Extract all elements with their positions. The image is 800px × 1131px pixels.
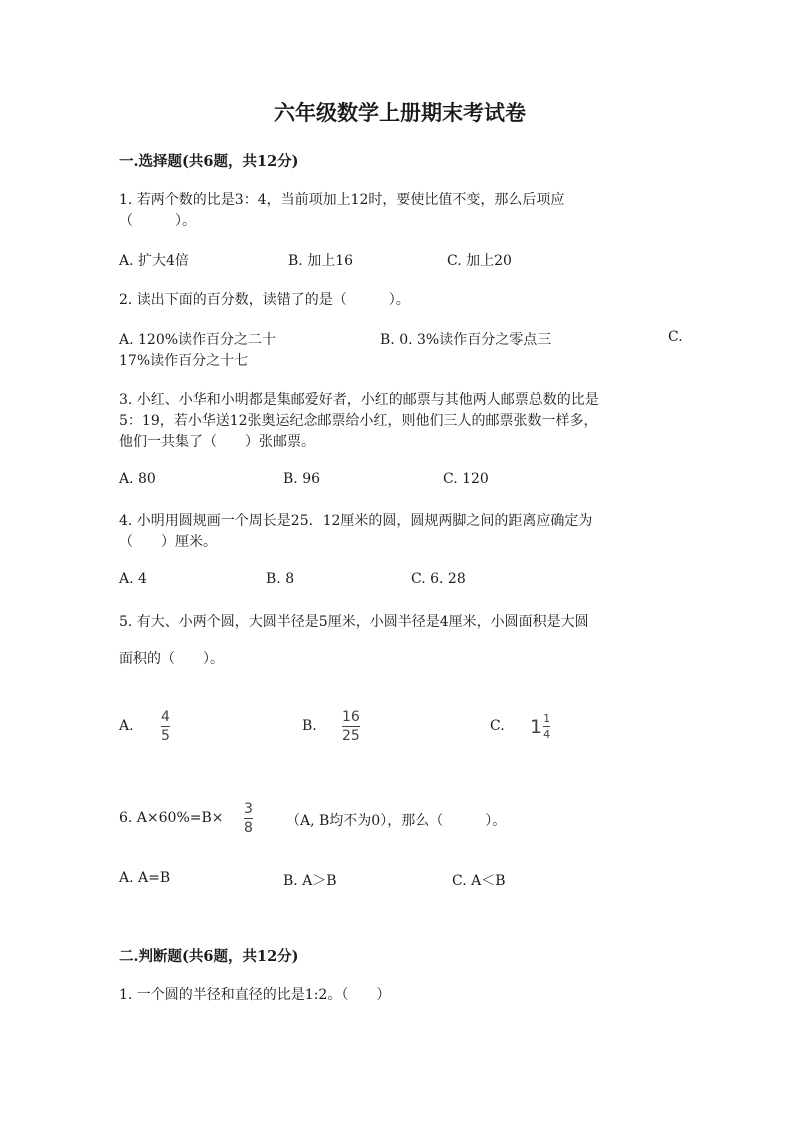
question-3-text-cont2: 他们一共集了（ ）张邮票。	[119, 434, 315, 450]
fraction-numerator: 3	[244, 801, 253, 817]
question-6-option-b[interactable]: B. A＞B	[283, 873, 337, 889]
question-5-text-cont: 面积的（ ）。	[119, 651, 224, 667]
mixed-fraction	[543, 713, 550, 740]
question-6-option-c[interactable]: C. A＜B	[452, 873, 506, 889]
fraction-bar	[543, 726, 550, 727]
question-5-option-a-fraction[interactable]	[161, 710, 170, 743]
question-4-option-a[interactable]: A. 4	[119, 571, 147, 587]
question-6-text-suffix: （A, B均不为0），那么（ ）。	[286, 813, 507, 829]
question-4-text-cont: （ ）厘米。	[119, 534, 217, 550]
fraction-denominator: 8	[244, 820, 253, 836]
section-heading-choice: 一.选择题(共6题，共12分)	[119, 153, 299, 170]
fraction-bar	[161, 726, 170, 727]
fraction-denominator: 25	[342, 728, 360, 744]
question-6-text-prefix: 6. A×60%=B×	[119, 810, 224, 826]
question-1-text-cont: （ ）。	[119, 213, 196, 229]
fraction-denominator: 4	[543, 728, 551, 741]
question-1-option-a[interactable]: A. 扩大4倍	[119, 253, 189, 269]
question-4-text: 4. 小明用圆规画一个周长是25．12厘米的圆，圆规两脚之间的距离应确定为	[119, 513, 593, 529]
question-3-text: 3. 小红、小华和小明都是集邮爱好者，小红的邮票与其他两人邮票总数的比是	[119, 392, 599, 408]
question-5-option-a[interactable]: A.	[119, 718, 134, 734]
question-1-option-c[interactable]: C. 加上20	[447, 253, 512, 269]
question-2-option-c-label[interactable]: C.	[668, 329, 683, 345]
question-4-option-b[interactable]: B. 8	[266, 571, 295, 587]
question-2-text: 2. 读出下面的百分数，读错了的是（ ）。	[119, 292, 410, 308]
judgement-question-1-text: 1. 一个圆的半径和直径的比是1:2。（ ）	[119, 987, 391, 1003]
question-1-option-b[interactable]: B. 加上16	[288, 253, 354, 269]
question-5-text: 5. 有大、小两个圆，大圆半径是5厘米，小圆半径是4厘米，小圆面积是大圆	[119, 614, 589, 630]
fraction-numerator: 16	[342, 709, 360, 725]
fraction-bar	[244, 818, 253, 819]
question-2-option-c-text[interactable]: 17%读作百分之十七	[119, 353, 249, 369]
fraction-denominator: 5	[161, 728, 170, 744]
question-2-option-a[interactable]: A. 120%读作百分之二十	[119, 332, 277, 348]
question-5-option-b-fraction[interactable]	[342, 710, 360, 743]
question-4-option-c[interactable]: C. 6. 28	[411, 571, 466, 587]
question-6-fraction	[244, 802, 253, 835]
question-1-text: 1. 若两个数的比是3：4，当前项加上12时，要使比值不变，那么后项应	[119, 192, 565, 208]
fraction-bar	[342, 726, 360, 727]
question-5-option-c[interactable]: C.	[490, 718, 505, 734]
section-heading-judgement: 二.判断题(共6题，共12分)	[119, 948, 299, 965]
question-3-option-a[interactable]: A. 80	[119, 471, 156, 487]
question-5-option-c-mixed-number[interactable]	[530, 713, 550, 740]
question-2-option-b[interactable]: B. 0. 3%读作百分之零点三	[380, 332, 552, 348]
question-3-option-b[interactable]: B. 96	[283, 471, 321, 487]
fraction-numerator: 4	[161, 709, 170, 725]
question-6-option-a[interactable]: A. A=B	[119, 870, 171, 886]
question-5-option-b[interactable]: B.	[302, 718, 317, 734]
fraction-numerator: 1	[543, 712, 551, 725]
page-title: 六年级数学上册期末考试卷	[274, 100, 526, 125]
question-3-option-c[interactable]: C. 120	[443, 471, 489, 487]
mixed-whole: 1	[530, 715, 543, 738]
question-3-text-cont: 5：19，若小华送12张奥运纪念邮票给小红，则他们三人的邮票张数一样多，	[119, 413, 598, 429]
